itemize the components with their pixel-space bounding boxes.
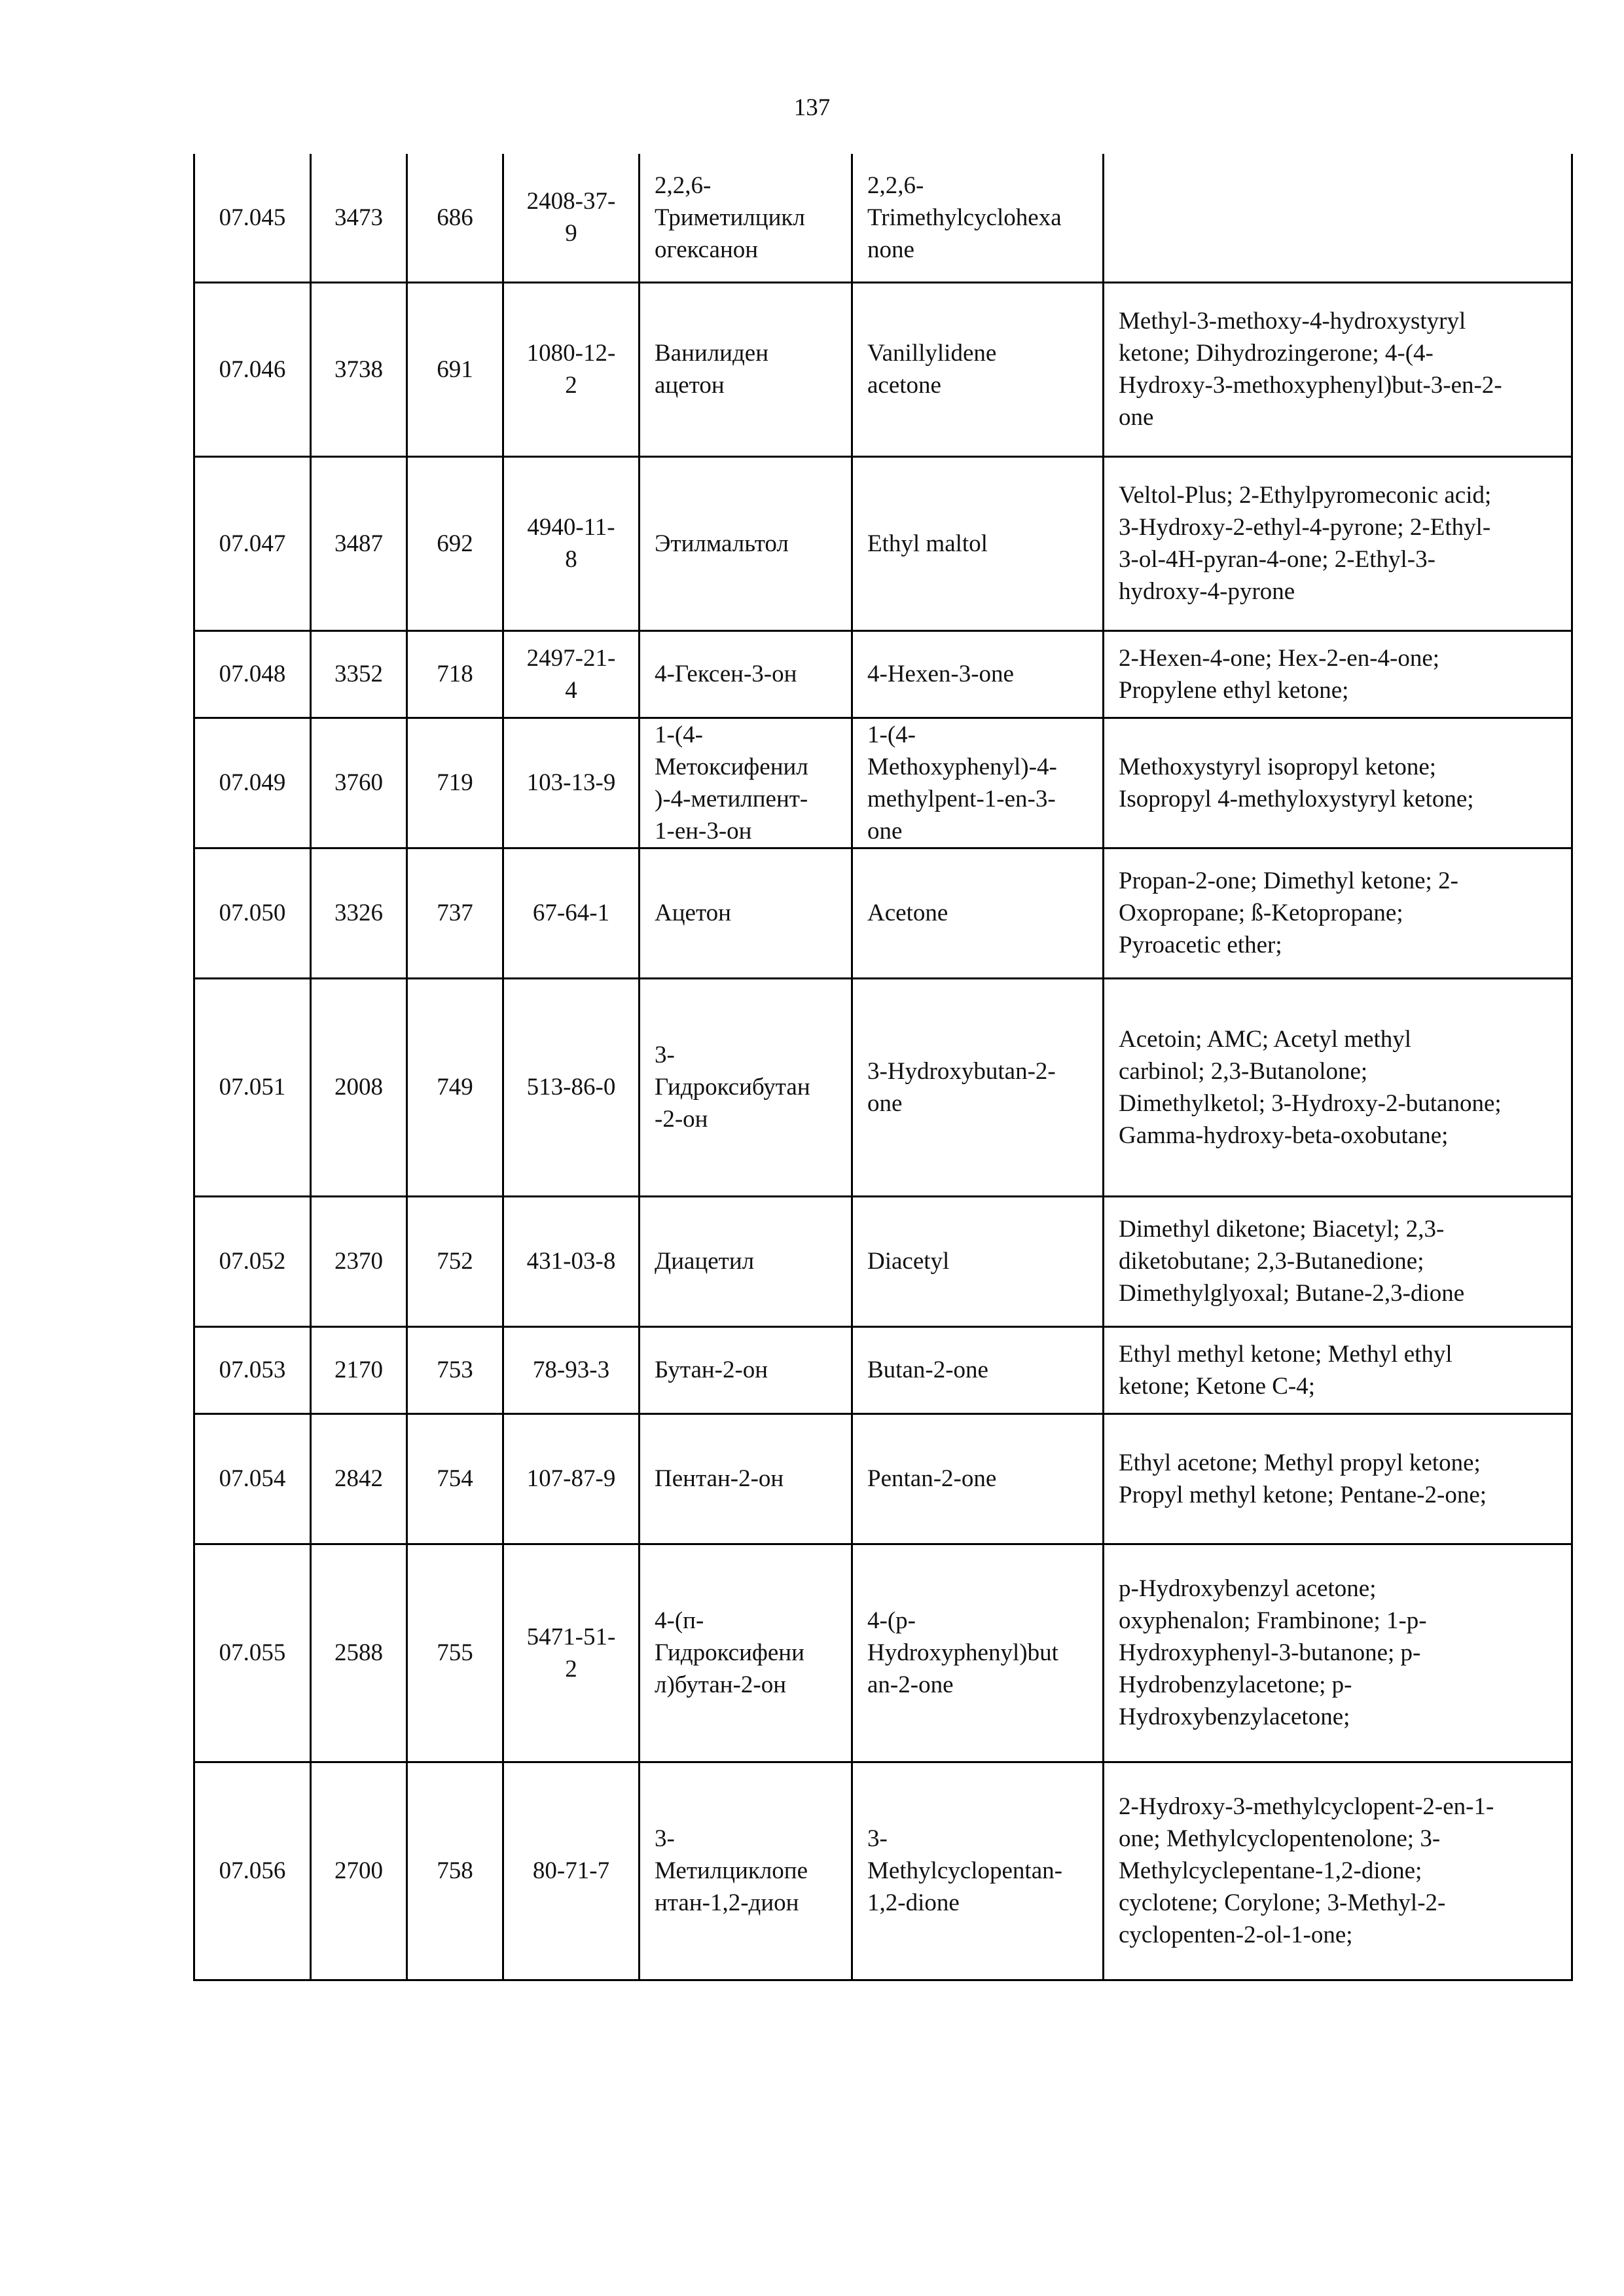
fema-number-cell: 2008 <box>311 978 407 1196</box>
fl-number-cell: 07.052 <box>194 1196 311 1326</box>
fema-number-cell: 3760 <box>311 718 407 848</box>
english-name-cell: 4-Hexen-3-one <box>852 630 1104 718</box>
fl-number-cell: 07.056 <box>194 1762 311 1980</box>
synonyms-cell: 2-Hydroxy-3-methylcyclopent-2-en-1- one; Methylcyclopentenolone; 3- Methylcyclepentane-1,2-dione; cyclotene; Corylone; 3-Methyl-2- cyclopenten-2-ol-1-one; <box>1104 1762 1572 1980</box>
fl-number-cell: 07.051 <box>194 978 311 1196</box>
synonyms-cell: Propan-2-one; Dimethyl ketone; 2- Oxopropane; ß-Ketopropane; Pyroacetic ether; <box>1104 848 1572 978</box>
english-name-cell: Ethyl maltol <box>852 456 1104 630</box>
fema-number-cell: 2370 <box>311 1196 407 1326</box>
fema-number-cell: 2588 <box>311 1544 407 1762</box>
jecfa-number-cell: 719 <box>407 718 503 848</box>
english-name-cell: 3- Methylcyclopentan- 1,2-dione <box>852 1762 1104 1980</box>
jecfa-number-cell: 755 <box>407 1544 503 1762</box>
jecfa-number-cell: 752 <box>407 1196 503 1326</box>
synonyms-cell: Dimethyl diketone; Biacetyl; 2,3- diketobutane; 2,3-Butanedione; Dimethylglyoxal; Butane-2,3-dione <box>1104 1196 1572 1326</box>
table-row <box>194 718 1572 848</box>
table-row <box>194 282 1572 456</box>
cas-number-cell: 5471-51- 2 <box>503 1544 640 1762</box>
synonyms-cell: Acetoin; AMC; Acetyl methyl carbinol; 2,3-Butanolone; Dimethylketol; 3-Hydroxy-2-butanone; Gamma-hydroxy-beta-oxobutane; <box>1104 978 1572 1196</box>
flavouring-substances-table <box>193 154 1573 1981</box>
jecfa-number-cell: 691 <box>407 282 503 456</box>
russian-name-cell: 4-(п- Гидроксифени л)бутан-2-он <box>640 1544 852 1762</box>
english-name-cell: Vanillylidene acetone <box>852 282 1104 456</box>
cas-number-cell: 513-86-0 <box>503 978 640 1196</box>
jecfa-number-cell: 718 <box>407 630 503 718</box>
table-row <box>194 154 1572 282</box>
fema-number-cell: 3487 <box>311 456 407 630</box>
english-name-cell: 4-(p- Hydroxyphenyl)but an-2-one <box>852 1544 1104 1762</box>
fl-number-cell: 07.048 <box>194 630 311 718</box>
fema-number-cell: 3473 <box>311 154 407 282</box>
russian-name-cell: 3- Гидроксибутан -2-он <box>640 978 852 1196</box>
jecfa-number-cell: 686 <box>407 154 503 282</box>
english-name-cell: Acetone <box>852 848 1104 978</box>
russian-name-cell: Пентан-2-он <box>640 1413 852 1544</box>
jecfa-number-cell: 753 <box>407 1326 503 1413</box>
fl-number-cell: 07.055 <box>194 1544 311 1762</box>
fema-number-cell: 3352 <box>311 630 407 718</box>
jecfa-number-cell: 758 <box>407 1762 503 1980</box>
cas-number-cell: 1080-12- 2 <box>503 282 640 456</box>
fl-number-cell: 07.054 <box>194 1413 311 1544</box>
synonyms-cell: Ethyl acetone; Methyl propyl ketone; Propyl methyl ketone; Pentane-2-one; <box>1104 1413 1572 1544</box>
fl-number-cell: 07.050 <box>194 848 311 978</box>
russian-name-cell: Этилмальтол <box>640 456 852 630</box>
english-name-cell: 2,2,6- Trimethylcyclohexa none <box>852 154 1104 282</box>
cas-number-cell: 80-71-7 <box>503 1762 640 1980</box>
russian-name-cell: 3- Метилциклопе нтан-1,2-дион <box>640 1762 852 1980</box>
russian-name-cell: 4-Гексен-3-он <box>640 630 852 718</box>
page-number: 137 <box>793 94 831 121</box>
table-row <box>194 1196 1572 1326</box>
synonyms-cell: Methoxystyryl isopropyl ketone; Isopropyl 4-methyloxystyryl ketone; <box>1104 718 1572 848</box>
fema-number-cell: 2170 <box>311 1326 407 1413</box>
cas-number-cell: 103-13-9 <box>503 718 640 848</box>
cas-number-cell: 78-93-3 <box>503 1326 640 1413</box>
table-row <box>194 1544 1572 1762</box>
table-row <box>194 1413 1572 1544</box>
english-name-cell: Diacetyl <box>852 1196 1104 1326</box>
synonyms-cell: Ethyl methyl ketone; Methyl ethyl ketone; Ketone C-4; <box>1104 1326 1572 1413</box>
table-row <box>194 848 1572 978</box>
jecfa-number-cell: 749 <box>407 978 503 1196</box>
fl-number-cell: 07.049 <box>194 718 311 848</box>
synonyms-cell: Veltol-Plus; 2-Ethylpyromeconic acid; 3-Hydroxy-2-ethyl-4-pyrone; 2-Ethyl- 3-ol-4H-pyran-4-one; 2-Ethyl-3- hydroxy-4-pyrone <box>1104 456 1572 630</box>
jecfa-number-cell: 754 <box>407 1413 503 1544</box>
fl-number-cell: 07.046 <box>194 282 311 456</box>
table-row <box>194 1326 1572 1413</box>
synonyms-cell <box>1104 154 1572 282</box>
fl-number-cell: 07.053 <box>194 1326 311 1413</box>
cas-number-cell: 67-64-1 <box>503 848 640 978</box>
fl-number-cell: 07.045 <box>194 154 311 282</box>
russian-name-cell: Ацетон <box>640 848 852 978</box>
table-row <box>194 978 1572 1196</box>
cas-number-cell: 2497-21- 4 <box>503 630 640 718</box>
english-name-cell: Butan-2-one <box>852 1326 1104 1413</box>
russian-name-cell: 2,2,6- Триметилцикл огексанон <box>640 154 852 282</box>
cas-number-cell: 2408-37- 9 <box>503 154 640 282</box>
russian-name-cell: Диацетил <box>640 1196 852 1326</box>
table-row <box>194 456 1572 630</box>
cas-number-cell: 107-87-9 <box>503 1413 640 1544</box>
synonyms-cell: p-Hydroxybenzyl acetone; oxyphenalon; Frambinone; 1-p- Hydroxyphenyl-3-butanone; p- Hydrobenzylacetone; p- Hydroxybenzylacetone; <box>1104 1544 1572 1762</box>
english-name-cell: 1-(4- Methoxyphenyl)-4- methylpent-1-en-3- one <box>852 718 1104 848</box>
jecfa-number-cell: 737 <box>407 848 503 978</box>
synonyms-cell: Methyl-3-methoxy-4-hydroxystyryl ketone; Dihydrozingerone; 4-(4- Hydroxy-3-methoxyphenyl)but-3-en-2- one <box>1104 282 1572 456</box>
jecfa-number-cell: 692 <box>407 456 503 630</box>
fema-number-cell: 3326 <box>311 848 407 978</box>
cas-number-cell: 4940-11- 8 <box>503 456 640 630</box>
cas-number-cell: 431-03-8 <box>503 1196 640 1326</box>
russian-name-cell: Бутан-2-он <box>640 1326 852 1413</box>
fema-number-cell: 2700 <box>311 1762 407 1980</box>
fl-number-cell: 07.047 <box>194 456 311 630</box>
table-row <box>194 1762 1572 1980</box>
english-name-cell: 3-Hydroxybutan-2- one <box>852 978 1104 1196</box>
english-name-cell: Pentan-2-one <box>852 1413 1104 1544</box>
fema-number-cell: 2842 <box>311 1413 407 1544</box>
table-row <box>194 630 1572 718</box>
russian-name-cell: 1-(4- Метоксифенил )-4-метилпент- 1-ен-3-он <box>640 718 852 848</box>
russian-name-cell: Ванилиден ацетон <box>640 282 852 456</box>
synonyms-cell: 2-Hexen-4-one; Hex-2-en-4-one; Propylene ethyl ketone; <box>1104 630 1572 718</box>
fema-number-cell: 3738 <box>311 282 407 456</box>
